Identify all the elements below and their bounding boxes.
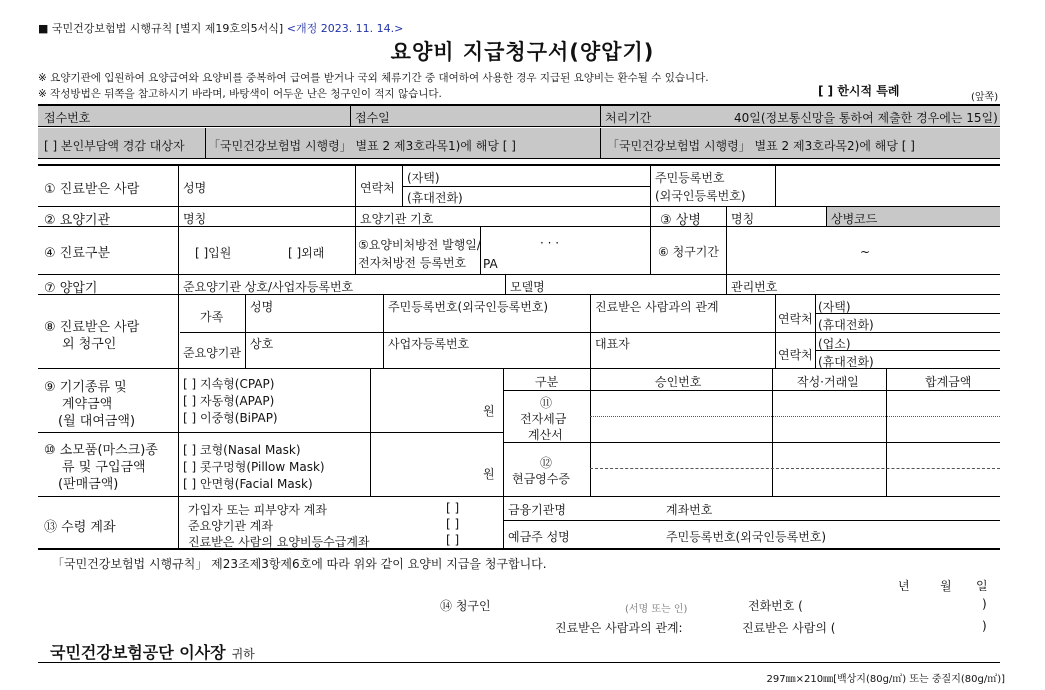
relation-close-paren: ) [982, 619, 987, 633]
account-option-quasi: 준요양기관 계좌 [188, 519, 273, 533]
institution-section-label: ② 요양기관 [44, 213, 111, 228]
nasal-mask-checkbox[interactable]: [ ] 코형(Nasal Mask) [183, 443, 301, 457]
patient-name-label: 성명 [183, 181, 207, 195]
year-label: 년 [898, 579, 910, 593]
account-benefit-checkbox[interactable]: [ ] [446, 533, 460, 547]
pillow-mask-checkbox[interactable]: [ ] 콧구멍형(Pillow Mask) [183, 460, 325, 474]
equipment-amount-unit: 원 [483, 404, 495, 418]
family-relation-label: 진료받은 사람과의 관계 [595, 300, 719, 314]
invoice-total-header: 합계금액 [925, 375, 972, 389]
patient-mobile-label: (휴대전화) [407, 191, 463, 205]
consumable-section-label: ⑩ 소모품(마스크)종 [44, 443, 158, 458]
quasi-institution-label: 준요양기관 [183, 346, 241, 360]
quasi-mobile-label: (휴대전화) [818, 355, 874, 369]
temporary-special-checkbox[interactable]: [ ] 한시적 특례 [818, 84, 900, 98]
pa-prefix: PA [483, 257, 498, 271]
patient-rrn-label: 주민등록번호 [655, 171, 725, 185]
signature-field[interactable]: (서명 또는 인) [625, 604, 688, 615]
cash-receipt-label: 현금영수증 [512, 472, 570, 486]
claim-period-field[interactable]: ~ [860, 245, 871, 259]
invoice-approval-header: 승인번호 [655, 375, 702, 389]
phone-close-paren: ) [982, 597, 987, 611]
claim-period-label: ⑥ 청구기간 [658, 245, 719, 259]
reduction-target-checkbox[interactable]: [ ] 본인부담액 경감 대상자 [44, 139, 185, 153]
reduction-option-2[interactable]: 「국민건강보험법 시행령」 별표 2 제3호라목2)에 해당 [ ] [607, 139, 915, 153]
disease-section-label: ③ 상병 [660, 213, 701, 228]
revision-date: <개정 2023. 11. 14.> [286, 22, 404, 35]
institution-code-label: 요양기관 기호 [360, 212, 434, 226]
family-mobile-label: (휴대전화) [818, 318, 874, 332]
patient-section-label: ① 진료받은 사람 [44, 182, 140, 197]
page-side: (앞쪽) [971, 92, 999, 103]
receipt-date-label: 접수일 [355, 111, 390, 125]
patient-home-phone-label: (자택) [407, 171, 440, 185]
prescription-date-field[interactable]: · · · [540, 236, 560, 250]
facial-mask-checkbox[interactable]: [ ] 안면형(Facial Mask) [183, 477, 313, 491]
relation-label: 진료받은 사람과의 관계: [555, 621, 683, 635]
form-reference: ■ 국민건강보험법 시행규칙 [별지 제19호의5서식] <개정 2023. 11. 14.> [38, 22, 404, 35]
family-rrn-label: 주민등록번호(외국인등록번호) [388, 300, 549, 314]
patient-contact-label: 연락처 [360, 181, 395, 195]
phone-number-label: 전화번호 ( [748, 599, 803, 613]
quasi-rep-label: 대표자 [595, 337, 630, 351]
day-label: 일 [976, 579, 988, 593]
family-label: 가족 [200, 310, 224, 324]
patient-foreign-id-label: (외국인등록번호) [655, 189, 746, 203]
claimant-section-label: ⑧ 진료받은 사람 [44, 320, 140, 335]
disease-code-label: 상병코드 [831, 212, 878, 226]
cpap-checkbox[interactable]: [ ] 지속형(CPAP) [183, 377, 275, 391]
paper-spec: 297㎜×210㎜[백상지(80g/㎡) 또는 중질지(80g/㎡)] [766, 674, 1005, 685]
inpatient-checkbox[interactable]: [ ]입원 [195, 246, 232, 260]
device-model-label: 모델명 [510, 280, 545, 294]
notice-line-2: ※ 작성방법은 뒤쪽을 참고하시기 바라며, 바탕색이 어두운 난은 청구인이 적지 않습니다. [38, 88, 442, 100]
equipment-section-label: ⑨ 기기종류 및 [44, 380, 127, 395]
bipap-checkbox[interactable]: [ ] 이중형(BiPAP) [183, 411, 278, 425]
family-contact-label: 연락처 [778, 312, 813, 326]
consumable-section-label-2: 류 및 구입금액 [62, 460, 146, 475]
bank-name-label: 금융기관명 [508, 503, 566, 517]
account-option-benefit: 진료받은 사람의 요양비등수급계좌 [188, 535, 370, 549]
treatment-section-label: ④ 진료구분 [44, 246, 111, 261]
receipt-number-label: 접수번호 [44, 111, 91, 125]
reduction-option-1[interactable]: 「국민건강보험법 시행령」 별표 2 제3호라목1)에 해당 [ ] [208, 139, 516, 153]
tax-invoice-number: ⑪ [540, 396, 553, 410]
eprescription-number-label: 전자처방전 등록번호 [358, 256, 467, 270]
relation-field-label: 진료받은 사람의 ( [742, 621, 836, 635]
device-management-no-label: 관리번호 [731, 280, 778, 294]
device-vendor-label: 준요양기관 상호/사업자등록번호 [183, 280, 354, 294]
processing-period-value: 40일(정보통신망을 통하여 제출한 경우에는 15일) [734, 111, 998, 125]
declaration-text: 「국민건강보험법 시행규칙」 제23조제3항제6호에 따라 위와 같이 요양비 지급을 청구합니다. [52, 557, 547, 571]
consumable-amount-unit: 원 [483, 467, 495, 481]
recipient: 국민건강보험공단 이사장 귀하 [50, 643, 255, 662]
account-number-label: 계좌번호 [666, 503, 713, 517]
claimant-section-label-2: 외 청구인 [62, 337, 117, 352]
claimant-signature-label: ⑭ 청구인 [440, 599, 491, 613]
quasi-bizno-label: 사업자등록번호 [388, 337, 470, 351]
invoice-category-header: 구분 [535, 375, 559, 389]
quasi-contact-label: 연락처 [778, 348, 813, 362]
account-subscriber-checkbox[interactable]: [ ] [446, 501, 460, 515]
account-option-subscriber: 가입자 또는 피부양자 계좌 [188, 503, 327, 517]
page-title: 요양비 지급청구서(양압기) [390, 40, 655, 64]
tax-invoice-label-2: 계산서 [528, 428, 563, 442]
invoice-date-header: 작성·거래일 [797, 375, 859, 389]
notice-line-1: ※ 요양기관에 입원하여 요양급여와 요양비를 중복하여 급여를 받거나 국외 체류기간 중 대여하여 사용한 경우 지급된 요양비는 환수될 수 있습니다. [38, 72, 709, 84]
account-section-label: ⑬ 수령 계좌 [44, 520, 116, 535]
processing-period-label: 처리기간 [605, 111, 652, 125]
consumable-section-label-3: (판매금액) [58, 477, 119, 492]
institution-name-label: 명칭 [183, 212, 207, 226]
tax-invoice-label: 전자세금 [520, 412, 567, 426]
cash-receipt-number: ⑫ [540, 456, 553, 470]
account-quasi-checkbox[interactable]: [ ] [446, 517, 460, 531]
equipment-section-label-2: 계약금액 [62, 397, 113, 412]
family-name-label: 성명 [250, 300, 274, 314]
disease-name-label: 명칭 [731, 212, 755, 226]
quasi-trade-name-label: 상호 [250, 337, 274, 351]
outpatient-checkbox[interactable]: [ ]외래 [288, 246, 325, 260]
prescription-date-label: ⑤요양비처방전 발행일/ [358, 238, 481, 252]
family-home-phone-label: (자택) [818, 300, 851, 314]
account-holder-label: 예금주 성명 [508, 530, 570, 544]
quasi-office-phone-label: (업소) [818, 337, 851, 351]
month-label: 월 [940, 579, 952, 593]
account-holder-rrn-label: 주민등록번호(외국인등록번호) [666, 530, 827, 544]
apap-checkbox[interactable]: [ ] 자동형(APAP) [183, 394, 275, 408]
equipment-section-label-3: (월 대여금액) [58, 414, 136, 429]
device-section-label: ⑦ 양압기 [44, 281, 98, 296]
